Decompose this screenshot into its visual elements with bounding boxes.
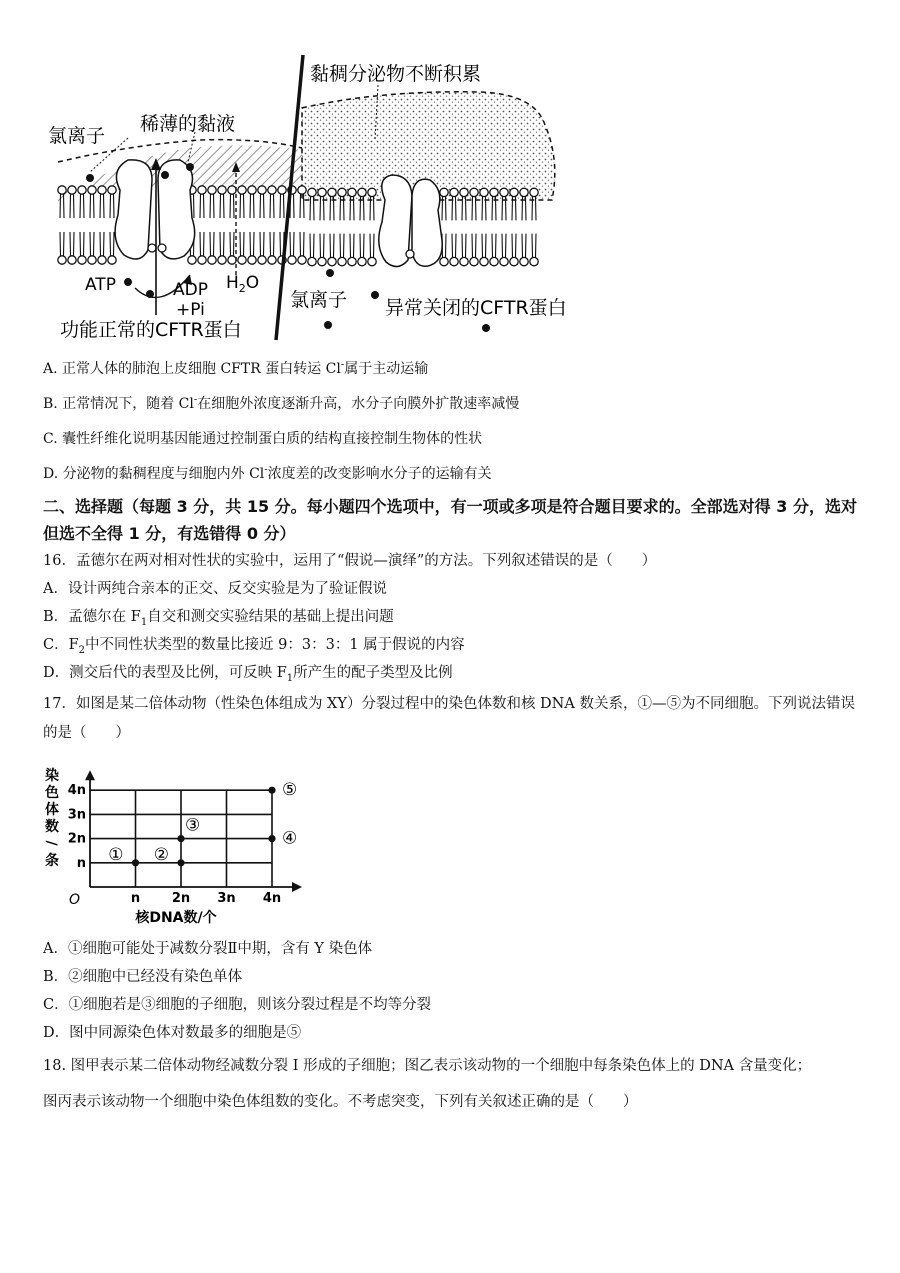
point-label: ① — [108, 844, 124, 865]
label-h2o: $H_2O$ — [226, 273, 260, 295]
label-chloride-right: 氯离子 — [290, 289, 348, 311]
section-2-heading: 二、选择题（每题 3 分，共 15 分。每小题四个选项中，有一项或多项是符合题目要求的。全部选对得 3 分，选对但选不全得 1 分，有选错得 0 分） — [43, 497, 857, 543]
q15-option: B. 正常情况下，随着 Cl-在细胞外浓度逐渐升高，水分子向膜外扩散速率减慢 — [43, 394, 520, 412]
q15-option: A. 正常人体的肺泡上皮细胞 CFTR 蛋白转运 Cl-属于主动运输 — [43, 359, 429, 377]
q18-line2: 图丙表示该动物一个细胞中染色体组数的变化。不考虑突变，下列有关叙述正确的是（ ） — [43, 1094, 638, 1110]
q17-option: C．①细胞若是③细胞的子细胞，则该分裂过程是不均等分裂 — [43, 997, 432, 1013]
q17-option: D．图中同源染色体对数最多的细胞是⑤ — [43, 1025, 302, 1041]
label-adp: ADP — [173, 280, 208, 300]
x-tick-label: n — [130, 891, 141, 906]
label-thick-mucus: 黏稠分泌物不断积累 — [310, 63, 482, 85]
q15-option: C. 囊性纤维化说明基因能通过控制蛋白质的结构直接控制生物体的性状 — [43, 431, 483, 447]
x-tick-label: 3n — [217, 891, 236, 906]
q16-option: D．测交后代的表型及比例，可反映 $F_1$所产生的配子类型及比例 — [43, 665, 453, 684]
label-cftr-normal: 功能正常的CFTR蛋白 — [60, 319, 242, 341]
cftr-closed-icon — [379, 175, 442, 267]
data-point — [177, 859, 184, 866]
q17-option: A．①细胞可能处于减数分裂Ⅱ中期，含有 Y 染色体 — [43, 941, 373, 957]
data-point — [132, 859, 139, 866]
data-point — [268, 835, 275, 842]
x-tick-label: 2n — [171, 891, 191, 906]
y-axis-label-char: 条 — [45, 853, 59, 869]
point-label: ⑤ — [282, 780, 298, 801]
y-tick-label: 4n — [67, 783, 86, 799]
origin-label: O — [68, 892, 80, 908]
q17-chart — [40, 762, 310, 932]
point-label: ② — [153, 844, 169, 865]
y-axis-label-char: 数 — [45, 819, 59, 835]
cftr-membrane-diagram — [40, 50, 630, 350]
label-thin-mucus: 稀薄的黏液 — [140, 113, 236, 135]
y-tick-label: n — [76, 855, 86, 871]
y-axis-label-char: 体 — [45, 802, 59, 818]
q17-option: B．②细胞中已经没有染色单体 — [43, 969, 243, 985]
label-cftr-abnormal: 异常关闭的CFTR蛋白 — [385, 297, 567, 319]
y-tick-label: 3n — [67, 807, 86, 823]
x-tick-label: 4n — [262, 891, 282, 906]
data-point — [268, 787, 275, 794]
point-label: ④ — [282, 828, 298, 849]
q17-stem: 17．如图是某二倍体动物（性染色体组成为 XY）分裂过程中的染色体数和核 DNA 数关系，①—⑤为不同细胞。下列说法错误的是（ ） — [43, 696, 855, 741]
point-label: ③ — [185, 815, 201, 836]
label-atp: ATP — [85, 275, 116, 295]
y-axis-label-char: 染 — [45, 768, 59, 784]
q16-option: A．设计两纯合亲本的正交、反交实验是为了验证假说 — [43, 581, 387, 597]
y-axis-label-char: / — [43, 840, 59, 846]
q15-option: D. 分泌物的黏稠程度与细胞内外 Cl-浓度差的改变影响水分子的运输有关 — [43, 464, 492, 482]
y-axis-label-char: 色 — [45, 785, 59, 801]
q16-option: C．$F_2$中不同性状类型的数量比接近 9：3：3：1 属于假说的内容 — [43, 637, 465, 656]
x-axis-label: 核DNA数/个 — [135, 910, 217, 926]
q16-option: B．孟德尔在 $F_1$自交和测交实验结果的基础上提出问题 — [43, 609, 394, 628]
q18-line1: 18. 图甲表示某二倍体动物经减数分裂 I 形成的子细胞；图乙表示该动物的一个细胞中每条染色体上的 DNA 含量变化； — [43, 1058, 812, 1074]
label-pi: +Pi — [176, 300, 205, 320]
label-chloride-left: 氯离子 — [48, 125, 106, 147]
data-point — [177, 835, 184, 842]
q16-stem: 16．孟德尔在两对相对性状的实验中，运用了“假说—演绎”的方法。下列叙述错误的是（ ） — [43, 553, 657, 569]
y-tick-label: 2n — [67, 831, 86, 847]
